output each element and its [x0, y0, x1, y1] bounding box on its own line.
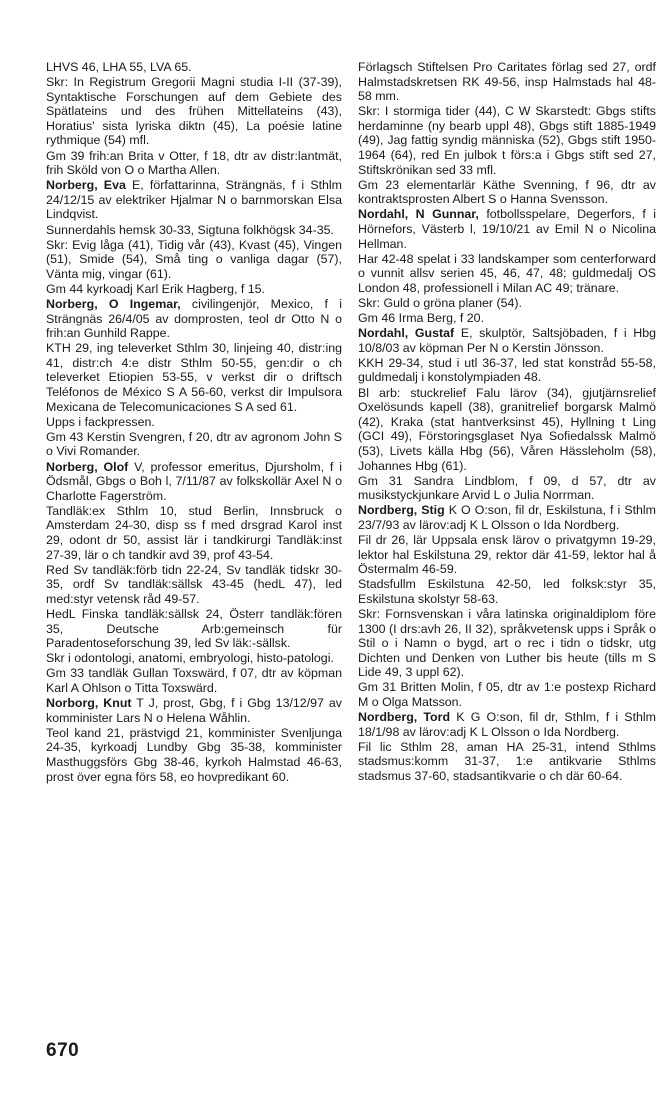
entry-summary: V, professor emeritus, Djursholm, f i Ödsmål, Gbgs o Boh l, 7/11/87 av folkskollär Axel N o Charlotte Fagerström. — [46, 459, 342, 503]
entry-summary: E, skulptör, Saltsjöbaden, f i Hbg 10/8/03 av köpman Per N o Kerstin Jönsson. — [358, 326, 656, 355]
entry-paragraph: Fil lic Sthlm 28, aman HA 25-31, intend Sthlms stadsmus:komm 31-37, 1:e antikvarie Sthlms stadsmus 37-60, stadsantikvarie o ch där 60-64. — [358, 739, 656, 783]
entry-paragraph: Förlagsch Stiftelsen Pro Caritates förlag sed 27, ordf Halmstadskretsen RK 49-56, insp Halmstads hal 48-58 mm. — [358, 60, 656, 104]
entry-headword: Norborg, Knut — [46, 696, 132, 711]
entry-paragraph: Gm 31 Sandra Lindblom, f 09, d 57, dtr av musikstyckjunkare Arvid L o Julia Norrman. — [358, 473, 656, 503]
entry-summary: E, författarinna, Strängnäs, f i Sthlm 24/12/15 av elektriker Hjalmar N o barnmorskan Elsa Lindqvist. — [46, 178, 342, 222]
entry-paragraph: Stadsfullm Eskilstuna 42-50, led folksk:styr 35, Eskilstuna skolstyr 58-63. — [358, 577, 656, 606]
biography-entry — [358, 207, 656, 251]
biography-entry — [46, 696, 342, 725]
page-number: 670 — [46, 1040, 80, 1061]
entry-paragraph: KKH 29-34, stud i utl 36-37, led stat konstråd 55-58, guldmedalj i konstolympiaden 48. — [358, 355, 656, 385]
entry-headword: Nordahl, N Gunnar, — [358, 207, 479, 222]
biography-entry — [46, 178, 342, 222]
entry-paragraph: Gm 33 tandläk Gullan Toxswärd, f 07, dtr av köpman Karl A Ohlson o Titta Toxswärd. — [46, 666, 342, 695]
entry-paragraph: Gm 44 kyrkoadj Karl Erik Hagberg, f 15. — [46, 281, 265, 296]
entry-headword: Nordahl, Gustaf — [358, 326, 455, 341]
entry-summary: T J, prost, Gbg, f i Gbg 13/12/97 av komminister Lars N o Helena Wåhlin. — [46, 696, 342, 725]
entry-headword: Norberg, Olof — [46, 459, 129, 474]
entry-paragraph: Upps i fackpressen. — [46, 414, 155, 429]
biography-entry — [46, 460, 342, 504]
left-column — [46, 60, 342, 785]
entry-headword: Norberg, Eva — [46, 178, 126, 193]
entry-paragraph: Skr: In Registrum Gregorii Magni studia I-II (37-39), Syntaktische Forschungen auf dem Gebiete des Spätlateins und des frühen Mittellateins (43), Horatius' sista lyriska diktn (45), La poésie latine rythmique (54) mfl. — [46, 75, 342, 148]
entry-headword: Nordberg, Stig — [358, 503, 445, 518]
entry-paragraph: Sunnerdahls hemsk 30-33, Sigtuna folkhögsk 34-35. — [46, 222, 334, 237]
biography-entry — [358, 503, 656, 532]
biography-entry — [46, 297, 342, 341]
entry-paragraph: Gm 31 Britten Molin, f 05, dtr av 1:e postexp Richard M o Olga Matsson. — [358, 680, 656, 710]
entry-paragraph: Gm 46 Irma Berg, f 20. — [358, 311, 485, 326]
entry-paragraph: Gm 43 Kerstin Svengren, f 20, dtr av agronom John S o Vivi Romander. — [46, 429, 342, 459]
entry-paragraph: Skr: Evig låga (41), Tidig vår (43), Kvast (45), Vingen (51), Smide (54), Små ting o vanliga dagar (57), Vänta mig, vingar (61). — [46, 237, 342, 281]
entry-headword: Nordberg, Tord — [358, 710, 451, 725]
entry-paragraph: Har 42-48 spelat i 33 landskamper som centerforward o vunnit allsv serien 45, 46, 47, 48; guldmedalj OS London 48, professionell i Milan AC 49; tränare. — [358, 251, 656, 295]
entry-paragraph: Gm 39 frih:an Brita v Otter, f 18, dtr av distr:lantmät, frih Sköld von O o Martha Allen. — [46, 148, 342, 178]
entry-summary: K G O:son, fil dr, Sthlm, f i Sthlm 18/1/98 av lärov:adj K L Olsson o Ida Nordberg. — [358, 710, 656, 739]
entry-paragraph: KTH 29, ing televerket Sthlm 30, linjeing 40, distr:ing 41, distr:ch 4:e distr Sthlm 50-55, gen:dir o ch televerket Etiopien 53-55, v verkst dir o driftsch Teléfonos de México S A 56-60, verkst dir Impulsora Mexicana de Telecomunicaciones S A sed 61. — [46, 341, 342, 414]
right-column — [358, 60, 656, 784]
entry-paragraph: Red Sv tandläk:förb tidn 22-24, Sv tandläk tidskr 30-35, ordf Sv tandläk:sällsk 43-45 (hedL 47), led med:styr vetensk råd 49-57. — [46, 562, 342, 606]
biography-entry — [358, 710, 656, 739]
entry-paragraph: Skr i odontologi, anatomi, embryologi, histo-patologi. — [46, 651, 334, 666]
entry-paragraph: Bl arb: stuckrelief Falu lärov (34), gjutjärnsrelief Oxelösunds kapell (38), granitrelief borgarsk Malmö (42), Kraka (stat hantverksinst 45), Hyllning t Ling (GCI 49), Förstoringsglaset Nya Sofiedalssk Malmö (53), Livets källa Hbg (56), Våren Hässleholm (58), Johannes Hbg (61). — [358, 385, 656, 473]
entry-summary: K O O:son, fil dr, Eskilstuna, f i Sthlm 23/7/93 av lärov:adj K L Olsson o Ida Nordberg. — [358, 503, 656, 532]
entry-paragraph: LHVS 46, LHA 55, LVA 65. — [46, 60, 192, 74]
entry-paragraph: Skr: Guld o gröna planer (54). — [358, 296, 522, 310]
biography-entry — [358, 326, 656, 355]
entry-summary: fotbollsspelare, Degerfors, f i Hörnefors, Västerb l, 19/10/21 av Emil N o Nicolina Hellman. — [358, 207, 656, 251]
entry-paragraph: Teol kand 21, prästvigd 21, komminister Svenljunga 24-35, kyrkoadj Lundby Gbg 35-38, komminister Masthuggsförs Gbg 38-46, kyrkoh Halmstad 46-63, prost över egna förs 58, eo hovpredikant 60. — [46, 725, 342, 784]
entry-summary: civilingenjör, Mexico, f i Strängnäs 26/4/05 av domprosten, teol dr Otto N o frih:an Gunhild Rappe. — [46, 297, 342, 341]
entry-paragraph: Gm 23 elementarlär Käthe Svenning, f 96, dtr av kontraktsprosten Albert S o Hanna Svensson. — [358, 177, 656, 207]
entry-paragraph: Tandläk:ex Sthlm 10, stud Berlin, Innsbruck o Amsterdam 24-30, disp ss f med drsgrad Karol inst 29, odont dr 50, assist lär i tandkirurgi Tandläk:inst 27-39, lär o ch tandkir avd 39, prof 43-54. — [46, 503, 342, 562]
entry-headword: Norberg, O Ingemar, — [46, 297, 181, 311]
entry-paragraph: HedL Finska tandläk:sällsk 24, Österr tandläk:fören 35, Deutsche Arb:gemeinsch für Paradentoseforschung 39, led Sv läk:-sällsk. — [46, 606, 342, 651]
entry-paragraph: Fil dr 26, lär Uppsala ensk lärov o privatgymn 19-29, lektor hal Eskilstuna 29, rektor där 41-59, lektor hal å Östermalm 46-59. — [358, 533, 656, 577]
entry-paragraph: Skr: Fornsvenskan i våra latinska originaldiplom före 1300 (I drs:avh 26, II 32), språkvetensk upps i Språk o Stil o i Namn o bygd, art o rec i tidn o tidskr, utg Dichten und Denken von Luther bis heute (tills m S Lide 49, 3 uppl 62). — [358, 606, 656, 680]
entry-paragraph: Skr: I stormiga tider (44), C W Skarstedt: Gbgs stifts herdaminne (ny bearb uppl 48), Gbgs stift 1885-1949 (49), Jag fattig syndig människa (52), Gbgs stift 1950-1964 (64), red En julbok t förs:a i Gbgs stift sed 27, Stiftskrönikan sed 33 mfl. — [358, 104, 656, 177]
